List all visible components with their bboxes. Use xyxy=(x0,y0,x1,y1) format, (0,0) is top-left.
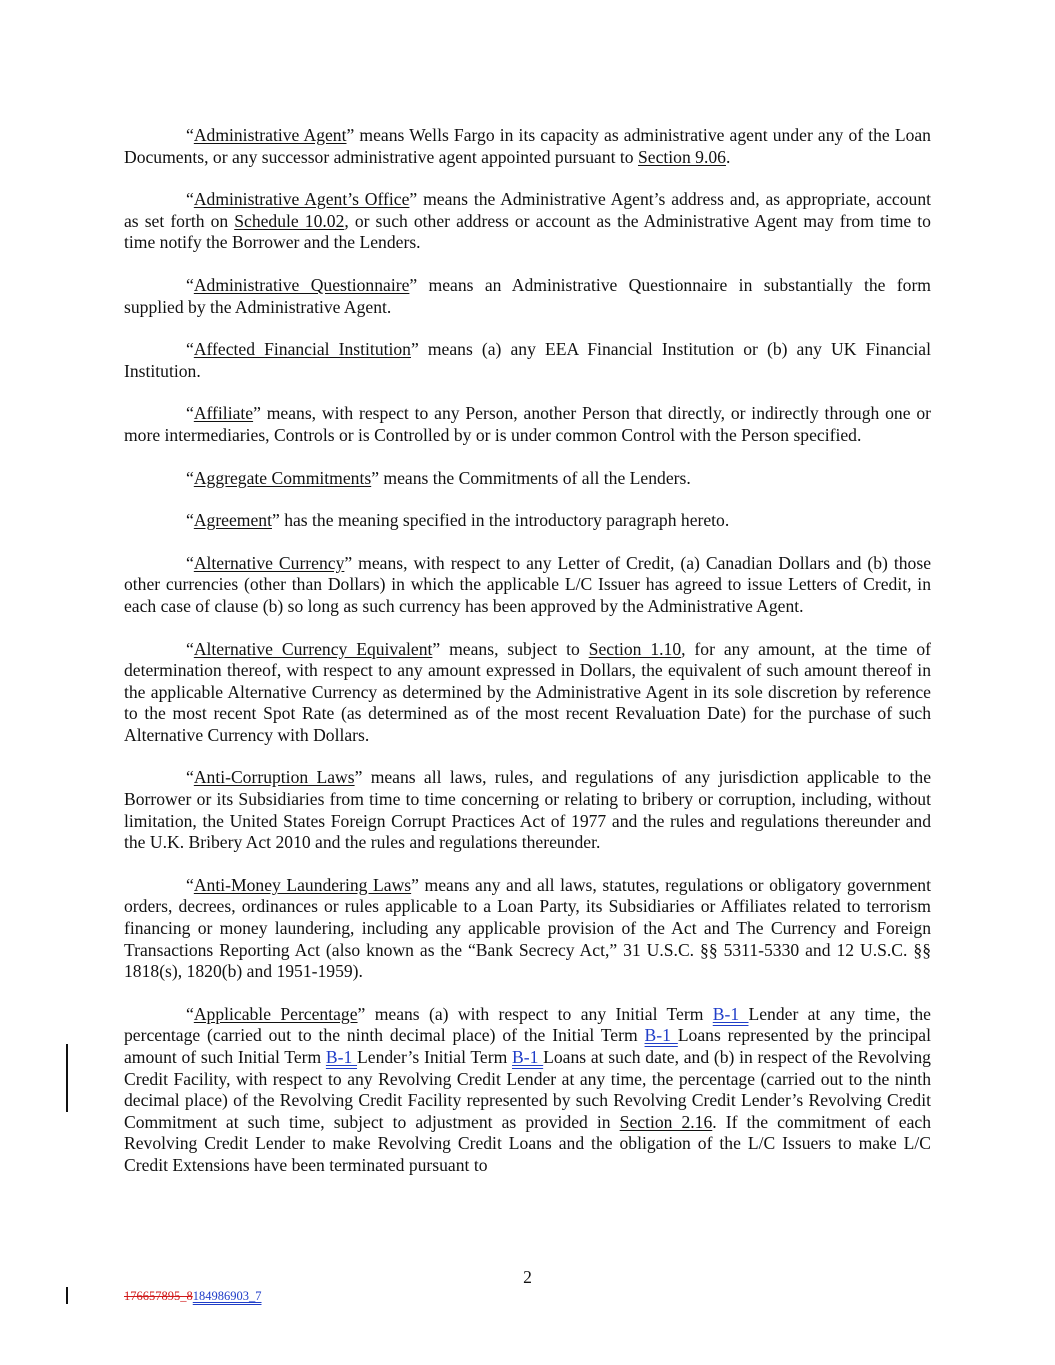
inserted-text: B-1 xyxy=(512,1047,544,1067)
defined-term: Aggregate Commitments xyxy=(193,467,372,488)
definition-paragraph: “Affected Financial Institution” means (a) any EEA Financial Institution or (b) any UK Financial Institution. xyxy=(124,339,931,381)
defined-term: Anti-Money Laundering Laws xyxy=(193,874,412,895)
definition-text: , for any amount, at the time of determination thereof, with respect to any amount expressed in Dollars, the equivalent of such amount thereof in the applicable Alternative Currency as determined by the Administrative Agent in its sole discretion by reference to the most recent Spot Rate (as determined as of the most recent Revaluation Date) for the purchase of such Alternative Currency with Dollars. xyxy=(124,638,931,745)
inserted-text: B-1 xyxy=(644,1025,678,1046)
defined-term: Agreement xyxy=(193,510,272,531)
definition-text: means the Administrative Agent’s address and, as appropriate, account as set forth on xyxy=(124,189,932,231)
cross-reference: Section 9.06 xyxy=(638,146,726,167)
definition-paragraph: “Agreement” has the meaning specified in the introductory paragraph hereto. xyxy=(186,510,730,531)
cross-reference: Schedule 10.02 xyxy=(234,210,345,231)
definition-text: Loans at such date, and (b) in respect of the Revolving Credit Facility, with respect to any Revolving Credit Lender at any time, the percentage (carried out to the ninth decimal place) of the Revolving Credit Facility represented by such Revolving Credit Lender’s Revolving Credit Commitment at such time, subject to adjustment as provided in xyxy=(124,1047,931,1132)
definition-paragraph: “Alternative Currency Equivalent” means, subject to Section 1.10, for any amount, at the time of determination thereof, with respect to any amount expressed in Dollars, the equivalent of such amount thereof in the applicable Alternative Currency as determined by the Administrative Agent in its sole discretion by reference to the most recent Spot Rate (as determined as of the most recent Revaluation Date) for the purchase of such Alternative Currency with Dollars. xyxy=(124,638,931,745)
document-id xyxy=(124,1289,262,1304)
definition-text: means the Commitments of all the Lenders. xyxy=(379,467,691,488)
definition-text: , or such other address or account as the Administrative Agent may from time to time notify the Borrower and the Lenders. xyxy=(124,210,931,253)
definition-paragraph: “Anti-Corruption Laws” means all laws, rules, and regulations of any jurisdiction applicable to the Borrower or its Subsidiaries from time to time concerning or relating to bribery or corruption, including, without limitation, the United States Foreign Corrupt Practices Act of 1977 and the rules and regulations thereunder and the U.K. Bribery Act 2010 and the rules and regulations thereunder. xyxy=(124,767,932,853)
definition-text: means (a) any EEA Financial Institution or (b) any UK Financial Institution. xyxy=(124,339,931,381)
definition-text: has the meaning specified in the introductory paragraph hereto. xyxy=(279,510,730,531)
defined-term: Administrative Agent xyxy=(193,125,347,145)
definition-text: . If the commitment of each Revolving Credit Lender to make Revolving Credit Loans and the obligation of the L/C Issuers to make L/C Credit Extensions have been terminated pursuant to xyxy=(124,1111,931,1175)
inserted-text: B-1 xyxy=(712,1003,749,1024)
definition-text: means all laws, rules, and regulations of any jurisdiction applicable to the Borrower or its Subsidiaries from time to time concerning or relating to bribery or corruption, including, without limitation, the United States Foreign Corrupt Practices Act of 1977 and the rules and regulations thereunder and the U.K. Bribery Act 2010 and the rules and regulations thereunder. xyxy=(124,767,932,853)
definition-paragraph: “Administrative Questionnaire” means an Administrative Questionnaire in substantially the form supplied by the Administrative Agent. xyxy=(124,274,931,317)
defined-term: Administrative Questionnaire xyxy=(193,274,410,295)
cross-reference: Section 1.10 xyxy=(588,638,682,659)
defined-term: Affected Financial Institution xyxy=(193,339,411,360)
definition-text: means any and all laws, statutes, regulations or obligatory government orders, decrees, ordinances or rules applicable to a Loan Party, its Subsidiaries or Affiliates related to terrorism financing or money laundering, including any applicable provision of the Act and The Currency and Foreign Transactions Reporting Act (also known as the “Bank Secrecy Act,” 31 U.S.C. §§ 5311-5330 and 12 U.S.C. §§ 1818(s), 1820(b) and 1951-1959). xyxy=(124,874,931,982)
defined-term: Applicable Percentage xyxy=(193,1003,358,1024)
deleted-doc-id: 176657895_8 xyxy=(124,1289,193,1303)
defined-term: Affiliate xyxy=(193,403,254,424)
definition-text: means, with respect to any Person, another Person that directly, or indirectly through one or more intermediaries, Controls or is Controlled by or is under common Control with the Person specified. xyxy=(124,403,931,445)
change-bar xyxy=(66,1044,68,1112)
definition-paragraph: “Administrative Agent’s Office” means the Administrative Agent’s address and, as appropriate, account as set forth on Schedule 10.02, or such other address or account as the Administrative Agent may from time to time notify the Borrower and the Lenders. xyxy=(124,189,932,253)
definition-paragraph: “Anti-Money Laundering Laws” means any and all laws, statutes, regulations or obligatory government orders, decrees, ordinances or rules applicable to a Loan Party, its Subsidiaries or Affiliates related to terrorism financing or money laundering, including any applicable provision of the Act and The Currency and Foreign Transactions Reporting Act (also known as the “Bank Secrecy Act,” 31 U.S.C. §§ 5311-5330 and 12 U.S.C. §§ 1818(s), 1820(b) and 1951-1959). xyxy=(124,874,931,982)
definition-text: means (a) with respect to any Initial Term xyxy=(365,1003,713,1024)
definition-text: . xyxy=(725,146,731,167)
definition-paragraph: “Alternative Currency” means, with respect to any Letter of Credit, (a) Canadian Dollars and (b) those other currencies (other than Dollars) in which the applicable L/C Issuer has agreed to issue Letters of Credit, in each case of clause (b) so long as such currency has been approved by the Administrative Agent. xyxy=(124,552,932,616)
definition-paragraph: “Affiliate” means, with respect to any Person, another Person that directly, or indirectly through one or more intermediaries, Controls or is Controlled by or is under common Control with the Person specified. xyxy=(124,403,931,445)
inserted-text: B-1 xyxy=(325,1047,358,1067)
defined-term: Alternative Currency Equivalent xyxy=(193,638,433,659)
inserted-doc-id: 184986903_7 xyxy=(192,1289,262,1303)
definition-paragraph: “Aggregate Commitments” means the Commitments of all the Lenders. xyxy=(186,467,691,488)
defined-term: Anti-Corruption Laws xyxy=(193,767,355,788)
definition-paragraph: “Administrative Agent” means Wells Fargo in its capacity as administrative agent under any of the Loan Documents, or any successor administrative agent appointed pursuant to Section 9.06. xyxy=(124,125,931,167)
defined-term: Alternative Currency xyxy=(193,552,345,573)
definition-text: Lender’s Initial Term xyxy=(357,1047,513,1067)
definition-text: Lender at any time, the percentage (carried out to the ninth decimal place) of the Initial Term xyxy=(124,1003,931,1046)
definition-text: means, subject to xyxy=(440,638,589,659)
definition-text: means Wells Fargo in its capacity as administrative agent under any of the Loan Documents, or any successor administrative agent appointed pursuant to xyxy=(124,125,931,167)
page-number: 2 xyxy=(523,1267,532,1287)
cross-reference: Section 2.16 xyxy=(619,1111,713,1132)
definition-paragraph: “Applicable Percentage” means (a) with respect to any Initial Term B-1 Lender at any time, the percentage (carried out to the ninth decimal place) of the Initial Term B-1 Loans represented by the principal amount of such Initial Term B-1 Lender’s Initial Term B-1 Loans at such date, and (b) in respect of the Revolving Credit Facility, with respect to any Revolving Credit Lender at any time, the percentage (carried out to the ninth decimal place) of the Revolving Credit Facility represented by such Revolving Credit Lender’s Revolving Credit Commitment at such time, subject to adjustment as provided in Section 2.16. If the commitment of each Revolving Credit Lender to make Revolving Credit Loans and the obligation of the L/C Issuers to make L/C Credit Extensions have been terminated pursuant to xyxy=(124,1003,931,1175)
definition-text: means, with respect to any Letter of Credit, (a) Canadian Dollars and (b) those other currencies (other than Dollars) in which the applicable L/C Issuer has agreed to issue Letters of Credit, in each case of clause (b) so long as such currency has been approved by the Administrative Agent. xyxy=(124,552,932,616)
change-bar xyxy=(66,1287,68,1304)
definition-text: Loans represented by the principal amount of such Initial Term xyxy=(124,1025,931,1067)
definition-text: means an Administrative Questionnaire in substantially the form supplied by the Administrative Agent. xyxy=(124,274,931,317)
document-body xyxy=(124,125,931,1198)
defined-term: Administrative Agent’s Office xyxy=(193,189,410,210)
